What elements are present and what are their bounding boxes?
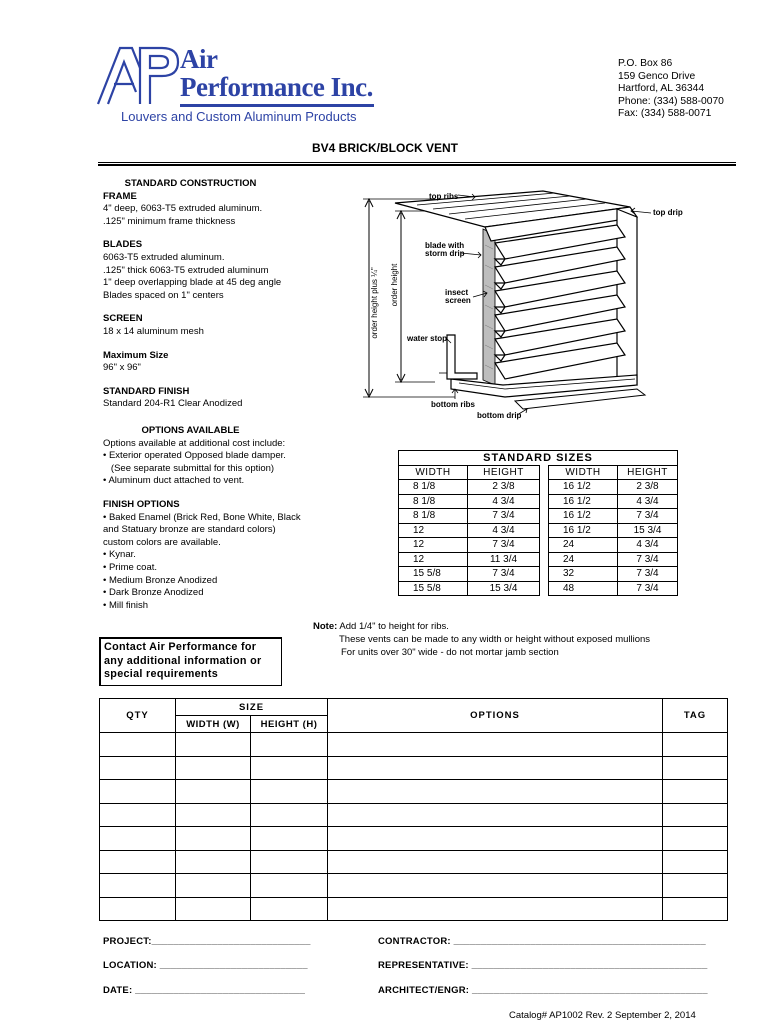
- options-line: Options available at additional cost include:: [103, 437, 286, 449]
- finish-option: • Prime coat.: [103, 561, 158, 573]
- finish-option: • Dark Bronze Anodized: [103, 587, 204, 599]
- frame-heading: FRAME: [103, 190, 137, 202]
- sizes-row: [399, 480, 678, 495]
- order-row: [100, 733, 728, 757]
- label-storm-drip: storm drip: [425, 249, 465, 258]
- finish-option: • Kynar.: [103, 549, 136, 561]
- order-cell-tag[interactable]: [663, 850, 728, 874]
- company-name-line1: Air: [180, 44, 218, 74]
- note-line: For units over 30" wide - do not mortar jamb section: [341, 647, 559, 658]
- order-cell-options[interactable]: [328, 756, 663, 780]
- divider: [98, 164, 736, 166]
- document-title: BV4 BRICK/BLOCK VENT: [311, 141, 458, 155]
- divider: [98, 162, 736, 163]
- sizes-cell: 16 1/2: [549, 480, 618, 495]
- order-cell-width[interactable]: [176, 850, 251, 874]
- finish-option: custom colors are available.: [103, 536, 221, 548]
- address-fax: Fax: (334) 588-0071: [618, 108, 712, 119]
- standard-sizes-table: [398, 450, 678, 596]
- sizes-cell: 24: [549, 538, 618, 553]
- blades-line: 1" deep overlapping blade at 45 deg angle: [103, 277, 282, 289]
- sizes-cell: 7 3/4: [468, 567, 540, 582]
- logo-underline: [180, 104, 374, 107]
- project-field[interactable]: PROJECT:_____________________________: [103, 936, 311, 947]
- order-row: [100, 827, 728, 851]
- order-cell-options[interactable]: [328, 827, 663, 851]
- note-block: [313, 620, 650, 659]
- label-top-drip: top drip: [653, 208, 683, 217]
- order-cell-options[interactable]: [328, 733, 663, 757]
- order-cell-qty[interactable]: [100, 803, 176, 827]
- order-cell-qty[interactable]: [100, 733, 176, 757]
- order-cell-width[interactable]: [176, 803, 251, 827]
- label-insect: insect: [445, 288, 469, 297]
- order-cell-options[interactable]: [328, 780, 663, 804]
- sizes-cell: 15 5/8: [399, 567, 468, 582]
- blades-line: Blades spaced on 1" centers: [103, 289, 224, 301]
- sizes-cell: 48: [549, 581, 618, 596]
- sizes-row: [399, 538, 678, 553]
- options-section: [103, 425, 318, 612]
- sizes-cell: 4 3/4: [618, 494, 678, 509]
- order-cell-width[interactable]: [176, 897, 251, 921]
- sizes-cell: 16 1/2: [549, 509, 618, 524]
- sizes-cell: 7 3/4: [618, 581, 678, 596]
- sizes-cell: 8 1/8: [399, 494, 468, 509]
- sizes-cell: 24: [549, 552, 618, 567]
- order-row: [100, 874, 728, 898]
- sizes-cell: 16 1/2: [549, 494, 618, 509]
- sizes-cell: 4 3/4: [468, 523, 540, 538]
- sizes-cell: 12: [399, 552, 468, 567]
- sizes-cell: 2 3/8: [618, 480, 678, 495]
- options-line: • Aluminum duct attached to vent.: [103, 475, 245, 487]
- address-line: P.O. Box 86: [618, 58, 673, 69]
- order-cell-height[interactable]: [251, 803, 328, 827]
- note-line: Add 1/4" to height for ribs.: [337, 621, 449, 632]
- sizes-caption: STANDARD SIZES: [399, 451, 678, 466]
- blades-line: .125" thick 6063-T5 extruded aluminum: [103, 264, 269, 276]
- note-label: Note:: [313, 621, 338, 632]
- order-cell-height[interactable]: [251, 756, 328, 780]
- order-cell-tag[interactable]: [663, 780, 728, 804]
- screen-heading: SCREEN: [103, 313, 143, 325]
- label-screen: screen: [445, 296, 471, 305]
- vent-diagram: [355, 185, 695, 420]
- label-order-height: order height: [390, 263, 399, 307]
- max-size-heading: Maximum Size: [103, 349, 169, 361]
- sizes-header-width: WIDTH: [549, 465, 618, 480]
- frame-line: .125" minimum frame thickness: [103, 215, 236, 227]
- sizes-cell: 7 3/4: [618, 509, 678, 524]
- sizes-row: [399, 581, 678, 596]
- options-line: • Exterior operated Opposed blade damper.: [103, 450, 286, 462]
- label-top-ribs: top ribs: [429, 192, 459, 201]
- sizes-cell: 16 1/2: [549, 523, 618, 538]
- order-cell-height[interactable]: [251, 874, 328, 898]
- sizes-cell: 7 3/4: [618, 552, 678, 567]
- contact-line: Contact Air Performance for: [104, 641, 257, 653]
- order-row: [100, 780, 728, 804]
- order-cell-tag[interactable]: [663, 733, 728, 757]
- order-cell-options[interactable]: [328, 897, 663, 921]
- sizes-cell: 32: [549, 567, 618, 582]
- order-cell-height[interactable]: [251, 733, 328, 757]
- order-header-tag: TAG: [663, 699, 728, 733]
- max-size-value: 96" x 96": [103, 362, 141, 374]
- frame-line: 4" deep, 6063-T5 extruded aluminum.: [103, 203, 263, 215]
- order-row: [100, 850, 728, 874]
- location-field[interactable]: LOCATION: ___________________________: [103, 960, 308, 971]
- standard-finish-value: Standard 204-R1 Clear Anodized: [103, 398, 243, 410]
- finish-option: • Baked Enamel (Brick Red, Bone White, Black: [103, 511, 301, 523]
- sizes-row: [399, 552, 678, 567]
- sizes-header-width: WIDTH: [399, 465, 468, 480]
- order-header-size: SIZE: [176, 699, 328, 716]
- order-cell-height[interactable]: [251, 850, 328, 874]
- standard-finish-heading: STANDARD FINISH: [103, 385, 190, 397]
- order-cell-width[interactable]: [176, 874, 251, 898]
- company-tagline: Louvers and Custom Aluminum Products: [121, 109, 357, 124]
- construction-section: [103, 178, 323, 411]
- sizes-cell: 12: [399, 523, 468, 538]
- sizes-cell: 4 3/4: [468, 494, 540, 509]
- company-name-line2: Performance Inc.: [180, 72, 373, 102]
- contact-line: any additional information or: [104, 654, 262, 667]
- finish-option: • Medium Bronze Anodized: [103, 574, 218, 586]
- order-cell-options[interactable]: [328, 850, 663, 874]
- order-row: [100, 803, 728, 827]
- order-table: [99, 698, 728, 921]
- order-cell-qty[interactable]: [100, 756, 176, 780]
- architect-field[interactable]: ARCHITECT/ENGR: ___________________________________________: [378, 985, 708, 996]
- finish-option: and Statuary bronze are standard colors): [103, 524, 276, 536]
- sizes-cell: 15 5/8: [399, 581, 468, 596]
- order-cell-tag[interactable]: [663, 874, 728, 898]
- sizes-cell: 15 3/4: [618, 523, 678, 538]
- sizes-row: [399, 567, 678, 582]
- sizes-cell: 7 3/4: [468, 509, 540, 524]
- company-address: [618, 58, 724, 121]
- representative-field[interactable]: REPRESENTATIVE: ___________________________________________: [378, 960, 708, 971]
- blades-line: 6063-T5 extruded aluminum.: [103, 251, 225, 263]
- address-line: Hartford, AL 36344: [618, 83, 705, 94]
- order-cell-options[interactable]: [328, 874, 663, 898]
- blades: [495, 225, 625, 379]
- label-bottom-ribs: bottom ribs: [431, 400, 475, 409]
- order-row: [100, 756, 728, 780]
- order-cell-options[interactable]: [328, 803, 663, 827]
- sizes-cell: 8 1/8: [399, 509, 468, 524]
- sizes-row: [399, 523, 678, 538]
- order-cell-height[interactable]: [251, 780, 328, 804]
- sizes-row: [399, 494, 678, 509]
- construction-heading: STANDARD CONSTRUCTION: [124, 178, 257, 189]
- label-water-stop: water stop: [407, 334, 448, 343]
- order-row: [100, 897, 728, 921]
- order-header-width: WIDTH (W): [176, 716, 251, 733]
- order-cell-qty[interactable]: [100, 874, 176, 898]
- sizes-cell: 2 3/8: [468, 480, 540, 495]
- sizes-cell: 11 3/4: [468, 552, 540, 567]
- contact-text: [104, 641, 261, 682]
- order-cell-qty[interactable]: [100, 897, 176, 921]
- finish-options-heading: FINISH OPTIONS: [103, 498, 180, 510]
- order-cell-tag[interactable]: [663, 897, 728, 921]
- label-blade-with: blade with: [425, 241, 465, 250]
- order-header-qty: QTY: [100, 699, 176, 733]
- label-bottom-drip: bottom drip: [477, 411, 522, 420]
- catalog-number: Catalog# AP1002 Rev. 2 September 2, 2014: [509, 1010, 696, 1021]
- contractor-field[interactable]: CONTRACTOR: ______________________________________________: [378, 936, 706, 947]
- sizes-row: [399, 509, 678, 524]
- order-header-height: HEIGHT (H): [251, 716, 328, 733]
- order-cell-width[interactable]: [176, 756, 251, 780]
- order-cell-height[interactable]: [251, 897, 328, 921]
- order-header-options: OPTIONS: [328, 699, 663, 733]
- sizes-cell: 7 3/4: [618, 567, 678, 582]
- sizes-cell: 12: [399, 538, 468, 553]
- order-cell-tag[interactable]: [663, 827, 728, 851]
- order-cell-tag[interactable]: [663, 756, 728, 780]
- order-cell-width[interactable]: [176, 780, 251, 804]
- sizes-header-height: HEIGHT: [468, 465, 540, 480]
- sizes-cell: 8 1/8: [399, 480, 468, 495]
- order-cell-qty[interactable]: [100, 827, 176, 851]
- order-cell-tag[interactable]: [663, 803, 728, 827]
- date-field[interactable]: DATE: _______________________________: [103, 985, 306, 996]
- order-cell-qty[interactable]: [100, 850, 176, 874]
- options-line: (See separate submittal for this option): [103, 462, 275, 474]
- company-logo-mark: [96, 44, 180, 106]
- screen-value: 18 x 14 aluminum mesh: [103, 325, 204, 337]
- water-stop: [447, 335, 477, 379]
- blades-heading: BLADES: [103, 239, 143, 251]
- options-heading: OPTIONS AVAILABLE: [141, 425, 240, 436]
- order-cell-height[interactable]: [251, 827, 328, 851]
- order-cell-qty[interactable]: [100, 780, 176, 804]
- order-cell-width[interactable]: [176, 733, 251, 757]
- sizes-cell: 4 3/4: [618, 538, 678, 553]
- order-cell-width[interactable]: [176, 827, 251, 851]
- address-line: 159 Genco Drive: [618, 70, 696, 82]
- sizes-cell: 15 3/4: [468, 581, 540, 596]
- contact-line: special requirements: [104, 668, 219, 680]
- sizes-rows: [399, 480, 678, 596]
- sizes-cell: 7 3/4: [468, 538, 540, 553]
- finish-option: • Mill finish: [103, 599, 149, 611]
- address-phone: Phone: (334) 588-0070: [618, 95, 724, 107]
- label-order-height-plus: order height plus ¼": [370, 267, 379, 339]
- note-line: These vents can be made to any width or height without exposed mullions: [339, 634, 651, 645]
- sizes-header-height: HEIGHT: [618, 465, 678, 480]
